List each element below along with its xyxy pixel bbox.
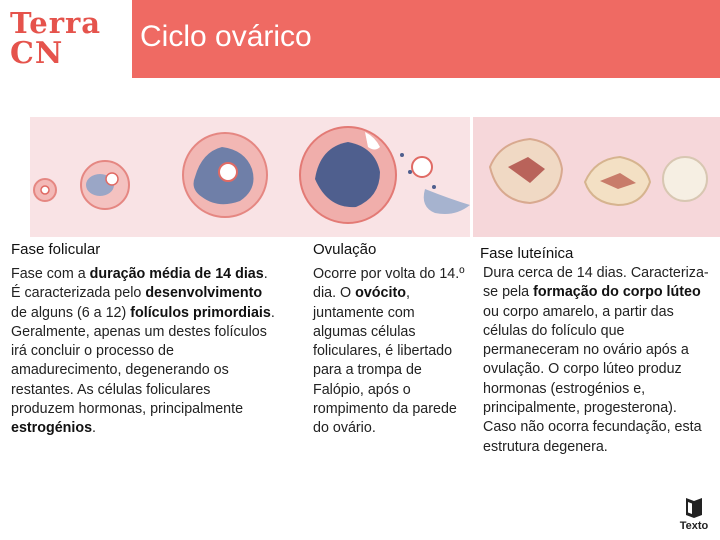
- logo-line-1: Terra: [10, 6, 102, 40]
- logo-line-2: CN: [10, 36, 64, 71]
- text-segment: ou corpo amarelo, a partir das células do folículo que permaneceram no ovário após a ovulação. O corpo lúteo produz hormonas (estrogénios e, principalmente, progesterona). Caso não ocorra fecundação, esta estrutura degenera.: [483, 303, 702, 455]
- text-segment: . É caracterizada pelo: [11, 266, 268, 302]
- text-segment: desenvolvimento: [145, 285, 263, 302]
- text-segment: . Geralmente, apenas um destes folículos irá concluir o processo de amadurecimento, degenerando os restantes. As células foliculares produzem hormonas, principalmente: [11, 304, 275, 418]
- follicle-large: [183, 133, 267, 217]
- ovulation-title: Ovulação: [313, 241, 377, 258]
- follicle-small: [34, 179, 56, 201]
- text-segment: de alguns (6 a 12): [11, 304, 131, 321]
- text-segment: estrogénios: [11, 420, 93, 437]
- text-segment: folículos primordiais: [130, 304, 271, 321]
- follicular-phase-text: [11, 265, 276, 439]
- follicle-drawings: [30, 117, 720, 237]
- ovulation-text: [313, 265, 468, 439]
- ovulating-follicle: [300, 127, 470, 223]
- ovarian-cycle-illustration: [30, 117, 720, 237]
- luteal-phase-text: [483, 264, 711, 457]
- text-segment: Dura cerca de 14 dias. Caracteriza-se pela: [483, 265, 709, 301]
- text-segment: Fase com a: [11, 266, 90, 282]
- corpus-luteum-early: [490, 139, 562, 203]
- page-title: Ciclo ovárico: [140, 20, 312, 53]
- text-segment: formação do corpo lúteo: [533, 284, 701, 301]
- logo: [0, 0, 132, 78]
- corpus-luteum-mid: [585, 157, 650, 205]
- follicle-medium: [81, 161, 129, 209]
- text-segment: , juntamente com algumas células foliculares, é libertado para a trompa de Falópio, após o rompimento da parede do ovário.: [313, 285, 457, 437]
- text-segment: duração média de 14 dias: [89, 266, 264, 282]
- texto-label: Texto: [679, 520, 709, 532]
- follicular-phase-title: Fase folicular: [11, 241, 101, 258]
- corpus-albicans: [663, 157, 707, 201]
- text-segment: ovócito: [355, 285, 406, 302]
- text-segment: Ocorre por volta do 14.º dia. O: [313, 266, 465, 302]
- book-icon: [676, 496, 712, 520]
- luteal-phase-title: Fase luteínica: [480, 245, 574, 262]
- text-segment: .: [92, 420, 97, 437]
- texto-logo: [676, 496, 712, 534]
